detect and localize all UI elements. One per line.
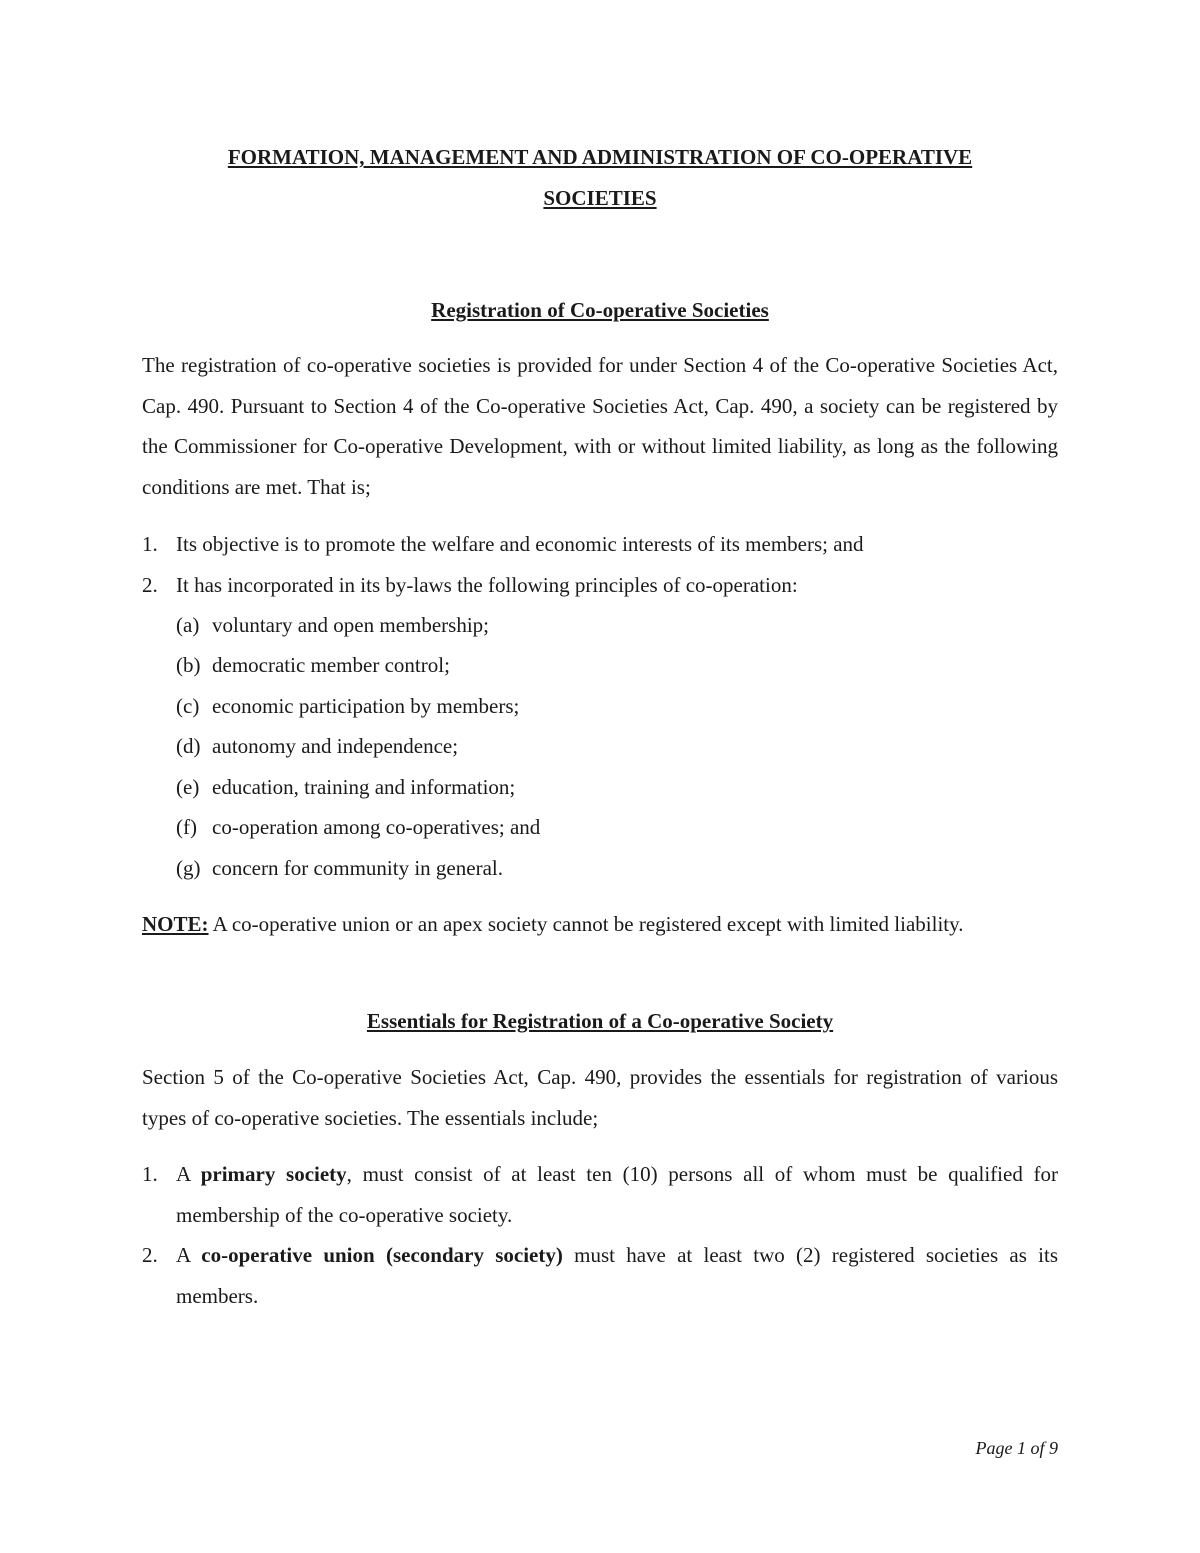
- principle-text: concern for community in general.: [212, 856, 503, 880]
- essential-item-primary: [176, 1154, 1058, 1235]
- essential-post: , must consist of at least ten (10) persons all of whom must be qualified for membership of the co-operative society.: [176, 1162, 1058, 1227]
- principle-text: autonomy and independence;: [212, 734, 459, 758]
- note-text: A co-operative union or an apex society cannot be registered except with limited liability.: [208, 912, 964, 936]
- principle-text: co-operation among co-operatives; and: [212, 815, 541, 839]
- essential-item-union: [176, 1235, 1058, 1316]
- condition-text: Its objective is to promote the welfare and economic interests of its members; and: [176, 532, 864, 556]
- principle-text: democratic member control;: [212, 653, 450, 677]
- essential-pre: A: [176, 1162, 201, 1186]
- essential-post: must have at least two (2) registered societies as its members.: [176, 1243, 1058, 1308]
- principle-label: (f): [176, 815, 197, 839]
- principle-label: (a): [176, 613, 200, 637]
- condition-number: 2.: [142, 573, 158, 597]
- principle-label: (d): [176, 734, 201, 758]
- essential-term: primary society: [200, 1162, 347, 1186]
- note-paragraph: [142, 904, 1058, 945]
- registration-paragraph: The registration of co-operative societies is provided for under Section 4 of the Co-operative Societies Act, Cap. 490. Pursuant to Section 4 of the Co-operative Societies Act, Cap. 490, a society can be registered by the Commissioner for Co-operative Development, with or without limited liability, as long as the following conditions are met. That is;: [142, 353, 1058, 499]
- essential-pre: A: [176, 1243, 202, 1267]
- condition-number: 1.: [142, 532, 158, 556]
- note-label: NOTE:: [142, 912, 209, 936]
- document-title-line-1: FORMATION, MANAGEMENT AND ADMINISTRATION OF CO-OPERATIVE: [227, 145, 973, 169]
- essential-number: 1.: [142, 1162, 158, 1186]
- principle-text: voluntary and open membership;: [212, 613, 490, 637]
- document-title-line-2: SOCIETIES: [543, 186, 657, 210]
- section-heading-essentials: Essentials for Registration of a Co-operative Society: [366, 1009, 834, 1033]
- principle-label: (b): [176, 653, 201, 677]
- condition-text: It has incorporated in its by-laws the following principles of co-operation:: [176, 573, 798, 597]
- section-heading-registration: Registration of Co-operative Societies: [431, 298, 769, 322]
- principle-label: (e): [176, 775, 200, 799]
- principle-label: (c): [176, 694, 200, 718]
- essential-term: co-operative union (secondary society): [201, 1243, 563, 1267]
- document-page: [142, 0, 1058, 1553]
- page-number: Page 1 of 9: [975, 1438, 1058, 1458]
- essentials-paragraph: Section 5 of the Co-operative Societies Act, Cap. 490, provides the essentials for registration of various types of co-operative societies. The essentials include;: [142, 1065, 1058, 1130]
- principle-label: (g): [176, 856, 201, 880]
- principle-text: economic participation by members;: [212, 694, 520, 718]
- essential-number: 2.: [142, 1243, 158, 1267]
- principle-text: education, training and information;: [212, 775, 516, 799]
